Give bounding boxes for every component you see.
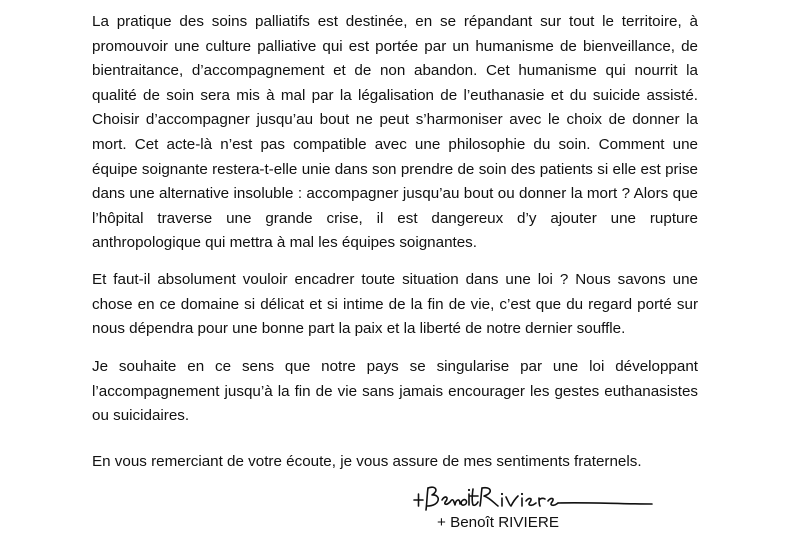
- paragraph-palliative-care: La pratique des soins palliatifs est destinée, en se répandant sur tout le territoire, à promouvoir une culture palliative qui est portée par un humanisme de bienveillance, de bientraitance, d’accompagnement et de non abandon. Cet humanisme qui nourrit la qualité de soin sera mis à mal par la légalisation de l’euthanasie et du suicide assisté. Choisir d’accompagner jusqu’au bout ne peut s’harmoniser avec le choix de donner la mort. Cet acte-là n’est pas compatible avec une philosophie du soin. Comment une équipe soignante restera-t-elle unie dans son prendre de soin des patients si elle est prise dans une alternative insoluble : accompagner jusqu’au bout ou donner la mort ? Alors que l’hôpital traverse une grande crise, il est dangereux d’y ajouter une rupture anthropologique qui mettra à mal les équipes soignantes.: [92, 13, 698, 252]
- paragraph-closing: En vous remerciant de votre écoute, je vous assure de mes sentiments fraternels.: [92, 453, 642, 470]
- paragraph-wish: Je souhaite en ce sens que notre pays se singularise par une loi développant l’accompagnement jusqu’à la fin de vie sans jamais encourager les gestes euthanasistes ou suicidaires.: [92, 358, 698, 425]
- paragraph-law-question: Et faut-il absolument vouloir encadrer toute situation dans une loi ? Nous savons une chose en ce domaine si délicat et si intime de la fin de vie, c’est que du regard porté sur nous dépendra pour une bonne part la paix et la liberté de notre dernier souffle.: [92, 271, 698, 338]
- signer-name: + Benoît RIVIERE: [437, 514, 559, 531]
